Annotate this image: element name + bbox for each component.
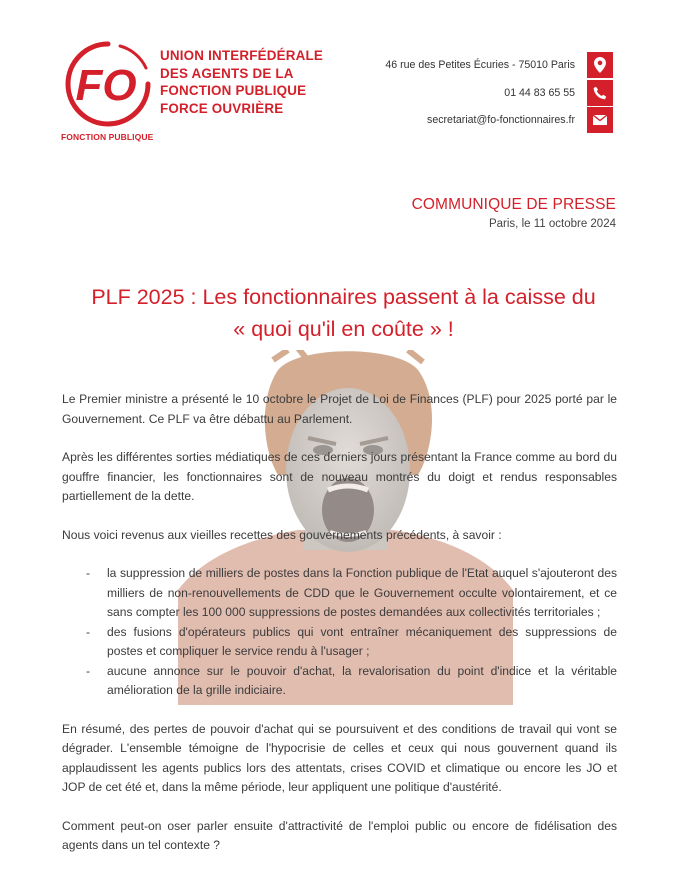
phone-text: 01 44 83 65 55	[504, 87, 575, 99]
press-release-date: Paris, le 11 octobre 2024	[488, 218, 616, 230]
paragraph-3: Nous voici revenus aux vieilles recettes des gouvernements précédents, à savoir :	[62, 527, 502, 542]
press-release-title: COMMUNIQUE DE PRESSE	[411, 196, 616, 213]
paragraph-1: Le Premier ministre a présenté le 10 octobre le Projet de Loi de Finances (PLF) pour 2025 porté par le Gouvernement. Ce PLF va être débattu au Parlement.	[62, 392, 617, 426]
org-line-2: DES AGENTS DE LA	[160, 65, 294, 81]
paragraph-2: Après les différentes sorties médiatiques de ces derniers jours présentant la France comme au bord du gouffre financier, les fonctionnaires sont de nouveau montrés du doigt et rendus responsables partiellement de la dette.	[62, 450, 617, 503]
paragraph-4: En résumé, des pertes de pouvoir d'achat qui se poursuivent et des conditions de travail qui vont se dégrader. L'ensemble témoigne de l'hypocrisie de celles et ceux qui nous gouvernent quand ils applaudissent les agents publics lors des attentats, crises COVID et climatique ou encore les JO et JOP de cet été et, dans la même période, leur appliquent une politique d'austérité.	[62, 721, 617, 794]
list-item-text: la suppression de milliers de postes dans la Fonction publique de l'Etat auquel s'ajouteront des milliers de non-renouvellements de CDD que le Gouvernement occulte volontairement, et ce sans compter les 100 000 suppressions de postes demandées aux collectivités territoriales ;	[107, 566, 617, 619]
headline	[30, 281, 657, 345]
logo-text: FO	[75, 61, 137, 110]
envelope-icon	[587, 107, 613, 133]
list-dash: -	[86, 624, 91, 639]
location-pin-icon	[587, 52, 613, 78]
paragraph-5: Comment peut-on oser parler ensuite d'attractivité de l'emploi public ou encore de fidélisation des agents dans un tel contexte ?	[62, 818, 617, 852]
headline-line-2: « quoi qu'il en coûte » !	[233, 317, 454, 341]
fo-logo	[58, 38, 158, 128]
list-item-text: aucune annonce sur le pouvoir d'achat, la revalorisation du point d'indice et la véritable amélioration de la grille indiciaire.	[107, 663, 617, 697]
list-item	[62, 662, 617, 701]
list-dash: -	[86, 566, 91, 580]
org-line-1: UNION INTERFÉDÉRALE	[160, 48, 324, 63]
list-item	[62, 623, 617, 662]
organisation-name	[160, 47, 323, 117]
org-line-3: FONCTION PUBLIQUE	[160, 83, 307, 98]
list-item	[62, 564, 617, 623]
measures-list	[62, 564, 617, 701]
list-dash: -	[86, 663, 91, 678]
logo-caption: FONCTION PUBLIQUE	[61, 132, 154, 142]
address-text: 46 rue des Petites Écuries - 75010 Paris	[385, 59, 575, 71]
list-item-text: des fusions d'opérateurs publics qui vont entraîner mécaniquement des suppressions de postes et compliquer le service rendu à l'usager ;	[107, 624, 617, 658]
email-link[interactable]: secretariat@fo-fonctionnaires.fr	[427, 114, 575, 126]
phone-icon	[587, 80, 613, 106]
headline-line-1: PLF 2025 : Les fonctionnaires passent à la caisse du	[91, 285, 596, 309]
org-line-4: FORCE OUVRIÈRE	[160, 100, 284, 116]
press-release-body	[62, 390, 617, 875]
